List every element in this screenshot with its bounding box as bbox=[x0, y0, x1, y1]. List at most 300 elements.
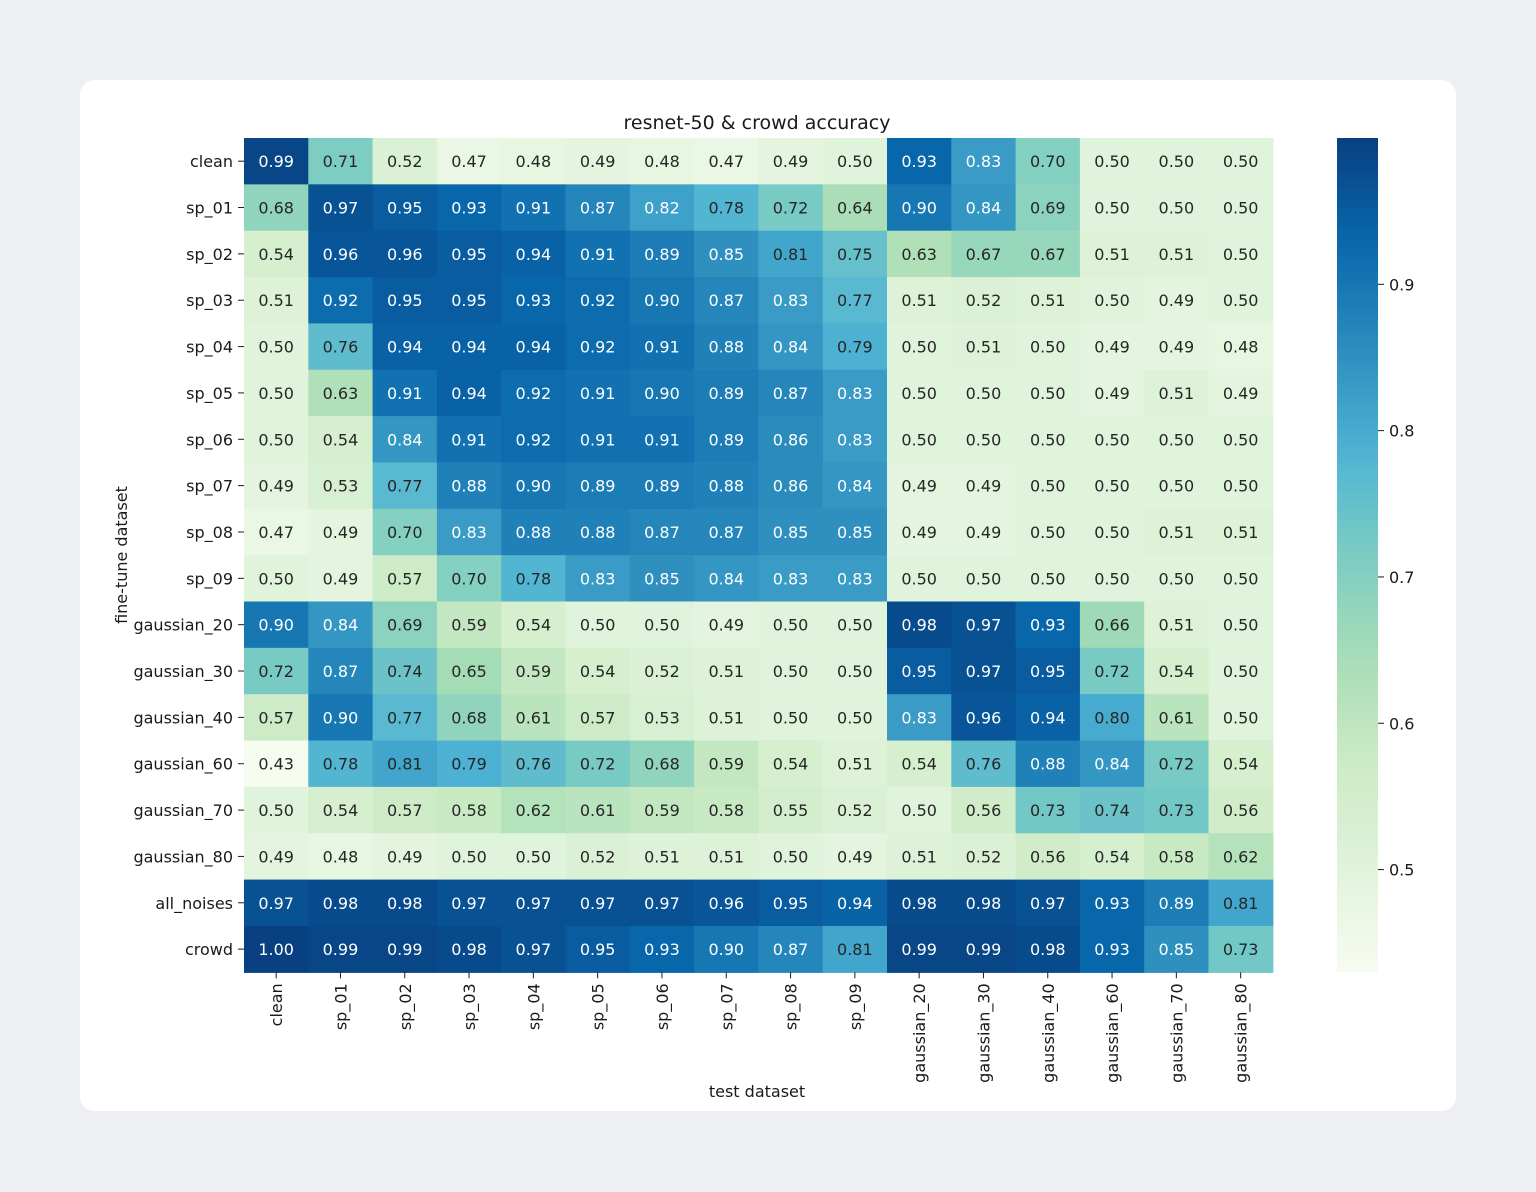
cell-value-label: 0.56 bbox=[965, 801, 1002, 821]
cell-value-label: 0.93 bbox=[1094, 893, 1130, 913]
cell-value-label: 0.91 bbox=[644, 337, 680, 357]
cell-value-label: 0.87 bbox=[772, 383, 809, 403]
cell-value-label: 0.50 bbox=[1029, 569, 1066, 589]
cell-value-label: 0.43 bbox=[258, 754, 294, 774]
x-tick-label: sp_05 bbox=[588, 983, 608, 1031]
cell-value-label: 0.50 bbox=[1222, 615, 1259, 635]
cell-value-label: 0.51 bbox=[1158, 244, 1195, 264]
cell-value-label: 0.51 bbox=[965, 337, 1002, 357]
cell-value-label: 0.98 bbox=[322, 893, 359, 913]
x-tick-label: sp_09 bbox=[845, 983, 865, 1031]
cell-value-label: 0.50 bbox=[1094, 198, 1130, 218]
cell-value-label: 0.52 bbox=[386, 152, 423, 172]
cell-value-label: 0.94 bbox=[451, 383, 487, 403]
cell-value-label: 0.51 bbox=[901, 291, 937, 311]
cell-value-label: 0.50 bbox=[901, 430, 937, 450]
cell-value-label: 0.50 bbox=[1094, 476, 1130, 496]
x-tick-label: sp_01 bbox=[331, 983, 351, 1031]
cell-value-label: 0.77 bbox=[386, 708, 423, 728]
cell-value-label: 0.50 bbox=[837, 615, 873, 635]
cell-value-label: 0.66 bbox=[1094, 615, 1130, 635]
cell-value-label: 0.84 bbox=[837, 476, 873, 496]
cell-value-label: 0.68 bbox=[644, 754, 680, 774]
cell-value-label: 0.72 bbox=[772, 198, 809, 218]
cell-value-label: 0.50 bbox=[258, 569, 294, 589]
cell-value-label: 0.57 bbox=[579, 708, 616, 728]
colorbar-tick-label: 0.7 bbox=[1389, 567, 1415, 587]
cell-value-label: 0.50 bbox=[258, 430, 294, 450]
cell-value-label: 0.85 bbox=[644, 569, 680, 589]
y-tick-label: gaussian_60 bbox=[133, 754, 233, 774]
cell-value-label: 0.50 bbox=[901, 569, 937, 589]
cell-value-label: 0.81 bbox=[837, 940, 873, 960]
cell-value-label: 0.91 bbox=[515, 198, 552, 218]
cell-value-label: 0.57 bbox=[386, 801, 423, 821]
cell-value-label: 0.72 bbox=[1094, 662, 1130, 682]
cell-value-label: 0.56 bbox=[1222, 801, 1259, 821]
heatmap-chart bbox=[80, 80, 1456, 1111]
cell-value-label: 0.50 bbox=[965, 569, 1002, 589]
cell-value-label: 0.84 bbox=[1094, 754, 1130, 774]
cell-value-label: 1.00 bbox=[258, 940, 294, 960]
cell-value-label: 0.83 bbox=[965, 152, 1002, 172]
cell-value-label: 0.93 bbox=[515, 291, 552, 311]
y-tick-label: gaussian_80 bbox=[133, 847, 233, 867]
x-tick-label: gaussian_20 bbox=[910, 983, 930, 1083]
cell-value-label: 0.50 bbox=[258, 337, 294, 357]
cell-value-label: 0.85 bbox=[708, 244, 745, 264]
cell-value-label: 0.86 bbox=[772, 430, 809, 450]
cell-value-label: 0.95 bbox=[1029, 662, 1066, 682]
cell-value-label: 0.83 bbox=[451, 522, 487, 542]
cell-value-label: 0.87 bbox=[579, 198, 616, 218]
cell-value-label: 0.50 bbox=[1222, 152, 1259, 172]
cell-value-label: 0.67 bbox=[1029, 244, 1066, 264]
cell-value-label: 0.51 bbox=[1094, 244, 1130, 264]
cell-value-label: 0.81 bbox=[772, 244, 809, 264]
cell-value-label: 0.50 bbox=[1094, 152, 1130, 172]
cell-value-label: 0.58 bbox=[1158, 847, 1195, 867]
cell-value-label: 0.84 bbox=[772, 337, 809, 357]
cell-value-label: 0.68 bbox=[451, 708, 487, 728]
cell-value-label: 0.94 bbox=[515, 337, 552, 357]
cell-value-label: 0.49 bbox=[322, 522, 359, 542]
cell-value-label: 0.47 bbox=[708, 152, 745, 172]
cell-value-label: 0.54 bbox=[772, 754, 809, 774]
cell-value-label: 0.50 bbox=[1158, 152, 1195, 172]
x-tick-label: gaussian_70 bbox=[1167, 983, 1187, 1083]
y-tick-label: sp_03 bbox=[186, 291, 233, 311]
cell-value-label: 0.51 bbox=[708, 847, 745, 867]
cell-value-label: 0.55 bbox=[772, 801, 809, 821]
cell-value-label: 0.97 bbox=[644, 893, 680, 913]
cell-value-label: 0.92 bbox=[515, 430, 552, 450]
cell-value-label: 0.49 bbox=[837, 847, 873, 867]
cell-value-label: 0.72 bbox=[1158, 754, 1195, 774]
cell-value-label: 0.51 bbox=[1158, 383, 1195, 403]
cell-value-label: 0.51 bbox=[901, 847, 937, 867]
cell-value-label: 0.50 bbox=[772, 847, 809, 867]
cell-value-label: 0.99 bbox=[965, 940, 1002, 960]
cell-value-label: 0.64 bbox=[837, 198, 873, 218]
cell-value-label: 0.86 bbox=[772, 476, 809, 496]
cell-value-label: 0.95 bbox=[772, 893, 809, 913]
y-tick-label: sp_04 bbox=[186, 337, 233, 357]
x-tick-label: gaussian_30 bbox=[974, 983, 994, 1083]
cell-value-label: 0.95 bbox=[386, 198, 423, 218]
cell-value-label: 0.94 bbox=[515, 244, 552, 264]
cell-value-label: 0.49 bbox=[1222, 383, 1259, 403]
cell-value-label: 0.54 bbox=[901, 754, 937, 774]
cell-value-label: 0.69 bbox=[386, 615, 423, 635]
y-tick-label: clean bbox=[189, 152, 233, 172]
cell-value-label: 0.99 bbox=[322, 940, 359, 960]
cell-value-label: 0.88 bbox=[708, 337, 745, 357]
cell-value-label: 0.97 bbox=[1029, 893, 1066, 913]
cell-value-label: 0.54 bbox=[322, 801, 359, 821]
cell-value-label: 0.91 bbox=[579, 430, 616, 450]
cell-value-label: 0.47 bbox=[451, 152, 487, 172]
cell-value-label: 0.61 bbox=[579, 801, 616, 821]
cell-value-label: 0.84 bbox=[965, 198, 1002, 218]
cell-value-label: 0.58 bbox=[451, 801, 487, 821]
cell-value-label: 0.98 bbox=[901, 893, 937, 913]
cell-value-label: 0.54 bbox=[1222, 754, 1259, 774]
cell-value-label: 0.97 bbox=[965, 615, 1002, 635]
cell-value-label: 0.96 bbox=[965, 708, 1002, 728]
cell-value-label: 0.98 bbox=[386, 893, 423, 913]
cell-value-label: 0.49 bbox=[386, 847, 423, 867]
cell-value-label: 0.50 bbox=[1158, 476, 1195, 496]
y-tick-label: gaussian_70 bbox=[133, 801, 233, 821]
cell-value-label: 0.99 bbox=[901, 940, 937, 960]
colorbar-tick-label: 0.9 bbox=[1389, 275, 1415, 295]
cell-value-label: 0.63 bbox=[901, 244, 937, 264]
cell-value-label: 0.49 bbox=[258, 476, 294, 496]
cell-value-label: 0.49 bbox=[772, 152, 809, 172]
heatmap-cells bbox=[244, 138, 1273, 973]
cell-value-label: 0.51 bbox=[1158, 615, 1195, 635]
cell-value-label: 0.82 bbox=[644, 198, 680, 218]
cell-value-label: 0.90 bbox=[322, 708, 359, 728]
x-tick-label: clean bbox=[267, 983, 287, 1027]
cell-value-label: 0.97 bbox=[258, 893, 294, 913]
cell-value-label: 0.47 bbox=[258, 522, 294, 542]
cell-value-label: 0.92 bbox=[579, 291, 616, 311]
y-tick-label: sp_08 bbox=[186, 522, 233, 542]
cell-value-label: 0.98 bbox=[451, 940, 487, 960]
x-axis-ticks bbox=[267, 972, 1252, 1083]
cell-value-label: 0.91 bbox=[386, 383, 423, 403]
cell-value-label: 0.62 bbox=[1222, 847, 1259, 867]
y-tick-label: gaussian_20 bbox=[133, 615, 233, 635]
cell-value-label: 0.97 bbox=[579, 893, 616, 913]
y-tick-label: sp_02 bbox=[186, 244, 233, 264]
cell-value-label: 0.50 bbox=[258, 383, 294, 403]
cell-value-label: 0.76 bbox=[322, 337, 359, 357]
colorbar bbox=[1337, 138, 1378, 972]
cell-value-label: 0.95 bbox=[451, 244, 487, 264]
cell-value-label: 0.88 bbox=[708, 476, 745, 496]
cell-value-label: 0.49 bbox=[901, 476, 937, 496]
cell-value-label: 0.89 bbox=[644, 244, 680, 264]
cell-value-label: 0.89 bbox=[644, 476, 680, 496]
cell-value-label: 0.69 bbox=[1029, 198, 1066, 218]
cell-value-label: 0.75 bbox=[837, 244, 873, 264]
cell-value-label: 0.95 bbox=[901, 662, 937, 682]
cell-value-label: 0.83 bbox=[772, 569, 809, 589]
cell-value-label: 0.94 bbox=[837, 893, 873, 913]
cell-value-label: 0.96 bbox=[386, 244, 423, 264]
x-tick-label: sp_04 bbox=[524, 983, 544, 1031]
y-axis-label: fine-tune dataset bbox=[112, 486, 131, 624]
cell-value-label: 0.94 bbox=[386, 337, 423, 357]
cell-value-label: 0.59 bbox=[515, 662, 552, 682]
cell-value-label: 0.91 bbox=[579, 244, 616, 264]
cell-value-label: 0.78 bbox=[322, 754, 359, 774]
cell-value-label: 0.51 bbox=[837, 754, 873, 774]
cell-value-label: 0.53 bbox=[644, 708, 680, 728]
cell-value-label: 0.51 bbox=[644, 847, 680, 867]
cell-value-label: 0.50 bbox=[1222, 662, 1259, 682]
cell-value-label: 0.50 bbox=[901, 383, 937, 403]
cell-value-label: 0.99 bbox=[258, 152, 294, 172]
cell-value-label: 0.51 bbox=[708, 708, 745, 728]
cell-value-label: 0.73 bbox=[1222, 940, 1259, 960]
cell-value-label: 0.88 bbox=[1029, 754, 1066, 774]
cell-value-label: 0.84 bbox=[386, 430, 423, 450]
cell-value-label: 0.49 bbox=[1094, 337, 1130, 357]
cell-value-label: 0.54 bbox=[579, 662, 616, 682]
cell-value-label: 0.71 bbox=[322, 152, 359, 172]
cell-value-label: 0.65 bbox=[451, 662, 487, 682]
y-tick-label: sp_05 bbox=[186, 383, 233, 403]
cell-value-label: 0.73 bbox=[1158, 801, 1195, 821]
cell-value-label: 0.50 bbox=[1094, 569, 1130, 589]
y-tick-label: sp_01 bbox=[186, 198, 233, 218]
cell-value-label: 0.50 bbox=[258, 801, 294, 821]
cell-value-label: 0.77 bbox=[386, 476, 423, 496]
cell-value-label: 0.77 bbox=[837, 291, 873, 311]
cell-value-label: 0.95 bbox=[386, 291, 423, 311]
cell-value-label: 0.57 bbox=[386, 569, 423, 589]
cell-value-label: 0.49 bbox=[322, 569, 359, 589]
cell-value-label: 0.50 bbox=[837, 708, 873, 728]
cell-value-label: 0.51 bbox=[1158, 522, 1195, 542]
cell-value-label: 0.49 bbox=[1158, 337, 1195, 357]
cell-value-label: 0.92 bbox=[322, 291, 359, 311]
y-axis-ticks bbox=[133, 152, 244, 959]
cell-value-label: 0.78 bbox=[515, 569, 552, 589]
cell-value-label: 0.94 bbox=[1029, 708, 1066, 728]
cell-value-label: 0.50 bbox=[1029, 476, 1066, 496]
cell-value-label: 0.49 bbox=[965, 476, 1002, 496]
cell-value-label: 0.90 bbox=[644, 383, 680, 403]
x-tick-label: gaussian_80 bbox=[1231, 983, 1251, 1083]
cell-value-label: 0.76 bbox=[965, 754, 1002, 774]
cell-value-label: 0.98 bbox=[901, 615, 937, 635]
cell-value-label: 0.78 bbox=[708, 198, 745, 218]
cell-value-label: 0.54 bbox=[1158, 662, 1195, 682]
cell-value-label: 0.73 bbox=[1029, 801, 1066, 821]
cell-value-label: 0.95 bbox=[451, 291, 487, 311]
cell-value-label: 0.50 bbox=[772, 662, 809, 682]
cell-value-label: 0.97 bbox=[451, 893, 487, 913]
cell-value-label: 0.51 bbox=[708, 662, 745, 682]
cell-value-label: 0.74 bbox=[1094, 801, 1130, 821]
cell-value-label: 0.83 bbox=[837, 430, 873, 450]
cell-value-label: 0.50 bbox=[965, 430, 1002, 450]
cell-value-label: 0.52 bbox=[644, 662, 680, 682]
cell-value-label: 0.87 bbox=[708, 522, 745, 542]
cell-value-label: 0.59 bbox=[644, 801, 680, 821]
cell-value-label: 0.50 bbox=[1094, 522, 1130, 542]
cell-value-label: 0.50 bbox=[1029, 430, 1066, 450]
cell-value-label: 0.74 bbox=[386, 662, 423, 682]
y-tick-label: sp_06 bbox=[186, 430, 233, 450]
cell-value-label: 0.51 bbox=[1029, 291, 1066, 311]
cell-value-label: 0.72 bbox=[258, 662, 294, 682]
cell-value-label: 0.57 bbox=[258, 708, 294, 728]
cell-value-label: 0.62 bbox=[515, 801, 552, 821]
cell-value-label: 0.81 bbox=[386, 754, 423, 774]
cell-value-label: 0.89 bbox=[708, 383, 745, 403]
cell-value-label: 0.67 bbox=[965, 244, 1002, 264]
x-tick-label: sp_02 bbox=[395, 983, 415, 1031]
y-tick-label: gaussian_40 bbox=[133, 708, 233, 728]
cell-value-label: 0.50 bbox=[1222, 291, 1259, 311]
cell-value-label: 0.49 bbox=[901, 522, 937, 542]
cell-value-label: 0.70 bbox=[451, 569, 487, 589]
y-tick-label: crowd bbox=[184, 940, 233, 960]
cell-value-label: 0.72 bbox=[579, 754, 616, 774]
cell-value-label: 0.93 bbox=[901, 152, 937, 172]
cell-value-label: 0.97 bbox=[965, 662, 1002, 682]
cell-value-label: 0.90 bbox=[708, 940, 745, 960]
colorbar-tick-label: 0.5 bbox=[1389, 860, 1415, 880]
cell-value-label: 0.49 bbox=[258, 847, 294, 867]
cell-value-label: 0.89 bbox=[1158, 893, 1195, 913]
x-tick-label: sp_06 bbox=[652, 983, 672, 1031]
cell-value-label: 0.53 bbox=[322, 476, 359, 496]
cell-value-label: 0.52 bbox=[965, 291, 1002, 311]
cell-value-label: 0.50 bbox=[1094, 430, 1130, 450]
cell-value-label: 0.52 bbox=[579, 847, 616, 867]
cell-value-label: 0.58 bbox=[708, 801, 745, 821]
cell-value-label: 0.50 bbox=[837, 152, 873, 172]
cell-value-label: 0.90 bbox=[515, 476, 552, 496]
cell-value-label: 0.96 bbox=[322, 244, 359, 264]
cell-value-label: 0.49 bbox=[1158, 291, 1195, 311]
cell-value-label: 0.79 bbox=[451, 754, 487, 774]
cell-value-label: 0.50 bbox=[1029, 383, 1066, 403]
cell-value-label: 0.84 bbox=[322, 615, 359, 635]
cell-value-label: 0.48 bbox=[644, 152, 680, 172]
cell-value-label: 0.83 bbox=[837, 383, 873, 403]
cell-value-label: 0.61 bbox=[1158, 708, 1195, 728]
cell-value-label: 0.84 bbox=[708, 569, 745, 589]
y-tick-label: sp_07 bbox=[186, 476, 233, 496]
x-tick-label: sp_08 bbox=[781, 983, 801, 1031]
cell-value-label: 0.50 bbox=[1158, 430, 1195, 450]
colorbar-tick-label: 0.6 bbox=[1389, 714, 1415, 734]
cell-value-label: 0.87 bbox=[772, 940, 809, 960]
cell-value-label: 0.83 bbox=[901, 708, 937, 728]
cell-value-label: 0.51 bbox=[258, 291, 294, 311]
cell-value-label: 0.97 bbox=[515, 940, 552, 960]
cell-value-label: 0.90 bbox=[901, 198, 937, 218]
cell-value-label: 0.49 bbox=[965, 522, 1002, 542]
cell-value-label: 0.56 bbox=[1029, 847, 1066, 867]
cell-value-label: 0.50 bbox=[515, 847, 552, 867]
cell-value-label: 0.50 bbox=[1222, 198, 1259, 218]
cell-value-label: 0.50 bbox=[901, 801, 937, 821]
cell-value-label: 0.87 bbox=[644, 522, 680, 542]
y-tick-label: gaussian_30 bbox=[133, 662, 233, 682]
cell-value-label: 0.50 bbox=[1029, 337, 1066, 357]
cell-value-label: 0.70 bbox=[1029, 152, 1066, 172]
y-tick-label: all_noises bbox=[155, 893, 233, 913]
cell-value-label: 0.54 bbox=[322, 430, 359, 450]
cell-value-label: 0.68 bbox=[258, 198, 294, 218]
cell-value-label: 0.50 bbox=[901, 337, 937, 357]
cell-value-label: 0.50 bbox=[1222, 430, 1259, 450]
cell-value-label: 0.88 bbox=[451, 476, 487, 496]
colorbar-ticks bbox=[1378, 275, 1414, 879]
cell-value-label: 0.93 bbox=[1029, 615, 1066, 635]
cell-value-label: 0.98 bbox=[1029, 940, 1066, 960]
cell-value-label: 0.91 bbox=[644, 430, 680, 450]
cell-value-label: 0.92 bbox=[579, 337, 616, 357]
cell-value-label: 0.85 bbox=[837, 522, 873, 542]
cell-value-label: 0.89 bbox=[579, 476, 616, 496]
cell-value-label: 0.50 bbox=[1222, 708, 1259, 728]
cell-value-label: 0.91 bbox=[579, 383, 616, 403]
x-axis-label: test dataset bbox=[708, 1082, 806, 1101]
cell-value-label: 0.51 bbox=[1222, 522, 1259, 542]
cell-value-label: 0.50 bbox=[579, 615, 616, 635]
cell-value-label: 0.54 bbox=[515, 615, 552, 635]
cell-value-label: 0.70 bbox=[386, 522, 423, 542]
y-tick-label: sp_09 bbox=[186, 569, 233, 589]
cell-value-label: 0.49 bbox=[708, 615, 745, 635]
cell-value-label: 0.97 bbox=[322, 198, 359, 218]
cell-value-label: 0.88 bbox=[515, 522, 552, 542]
cell-value-label: 0.87 bbox=[708, 291, 745, 311]
cell-value-label: 0.50 bbox=[644, 615, 680, 635]
cell-value-label: 0.88 bbox=[579, 522, 616, 542]
cell-value-label: 0.96 bbox=[708, 893, 745, 913]
cell-value-label: 0.52 bbox=[965, 847, 1002, 867]
x-tick-label: sp_07 bbox=[717, 983, 737, 1031]
chart-card bbox=[80, 80, 1456, 1111]
cell-value-label: 0.49 bbox=[1094, 383, 1130, 403]
cell-value-label: 0.83 bbox=[837, 569, 873, 589]
x-tick-label: gaussian_40 bbox=[1038, 983, 1058, 1083]
cell-value-label: 0.52 bbox=[837, 801, 873, 821]
cell-value-label: 0.87 bbox=[322, 662, 359, 682]
cell-value-label: 0.50 bbox=[1029, 522, 1066, 542]
chart-title: resnet-50 & crowd accuracy bbox=[623, 112, 891, 134]
cell-value-label: 0.93 bbox=[1094, 940, 1130, 960]
cell-value-label: 0.94 bbox=[451, 337, 487, 357]
cell-value-label: 0.91 bbox=[451, 430, 487, 450]
cell-value-label: 0.95 bbox=[579, 940, 616, 960]
cell-value-label: 0.50 bbox=[1094, 291, 1130, 311]
cell-value-label: 0.50 bbox=[1222, 244, 1259, 264]
cell-value-label: 0.99 bbox=[386, 940, 423, 960]
cell-value-label: 0.61 bbox=[515, 708, 552, 728]
